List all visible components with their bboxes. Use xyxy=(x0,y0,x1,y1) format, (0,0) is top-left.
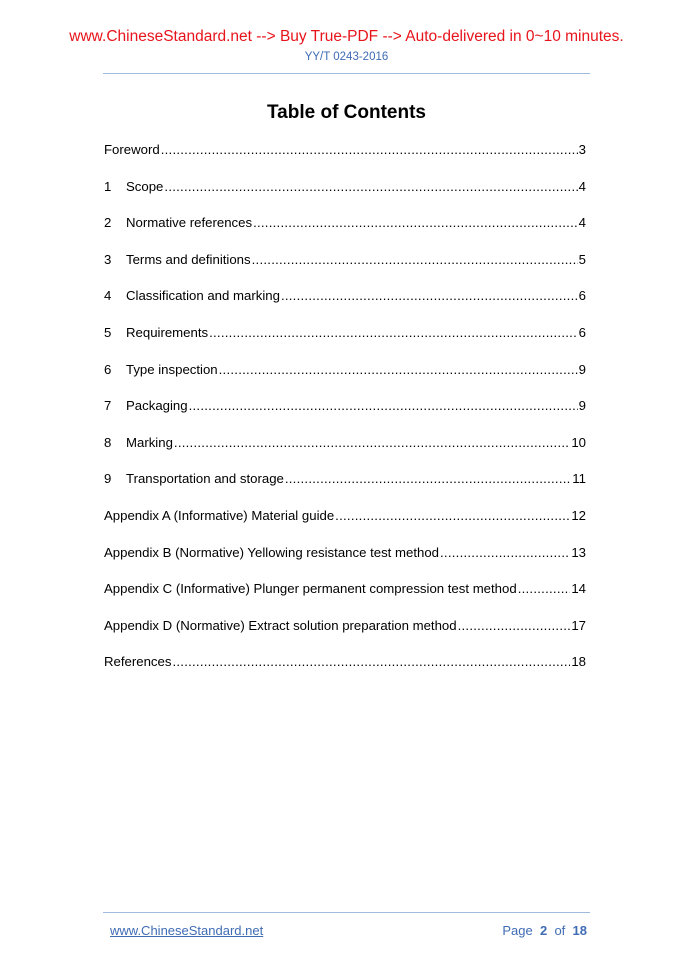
toc-entry-number: 7 xyxy=(104,398,112,414)
toc-entry[interactable] xyxy=(104,215,586,233)
toc-entry-page: 5 xyxy=(578,251,586,267)
toc-dot-leader xyxy=(281,288,578,303)
promo-banner[interactable]: www.ChineseStandard.net --> Buy True-PDF --> Auto-delivered in 0~10 minutes. xyxy=(69,28,624,45)
toc-entry-page: 11 xyxy=(572,471,586,487)
toc-entry-page: 4 xyxy=(578,215,586,231)
header-divider xyxy=(103,73,590,74)
toc-entry-number: 3 xyxy=(104,251,112,267)
page-indicator xyxy=(502,923,587,938)
toc-entry[interactable] xyxy=(104,362,586,380)
page-title: Table of Contents xyxy=(266,102,427,123)
toc-dot-leader xyxy=(440,545,570,560)
toc-entry[interactable] xyxy=(104,471,586,489)
toc-entry-number: 9 xyxy=(104,471,112,487)
toc-entry-page: 12 xyxy=(571,508,586,523)
toc-entry-page: 18 xyxy=(571,654,586,670)
toc-entry-number: 1 xyxy=(104,178,112,194)
toc-entry-number: 4 xyxy=(104,288,112,304)
toc-entry-label: Appendix C (Informative) Plunger permanent compression test method xyxy=(104,581,517,597)
toc-entry-number: 8 xyxy=(104,434,112,450)
toc-dot-leader xyxy=(174,435,570,450)
footer-divider xyxy=(103,912,590,913)
toc-entry[interactable] xyxy=(104,252,586,270)
footer-site-link[interactable]: www.ChineseStandard.net xyxy=(110,923,264,938)
total-page-number: 18 xyxy=(572,923,587,938)
toc-dot-leader xyxy=(335,508,570,523)
page-of-word: of xyxy=(554,923,566,938)
toc-dot-leader xyxy=(252,252,578,267)
toc-entry-number: 2 xyxy=(104,215,112,231)
toc-entry-label: Requirements xyxy=(126,325,209,340)
toc-entry[interactable] xyxy=(104,654,586,672)
toc-entry[interactable] xyxy=(104,288,586,306)
toc-entry[interactable] xyxy=(104,435,586,453)
toc-entry-page: 4 xyxy=(578,178,586,194)
toc-entry-page: 3 xyxy=(578,142,586,157)
toc-entry-label: References xyxy=(104,654,172,670)
toc-dot-leader xyxy=(219,362,578,377)
toc-entry[interactable] xyxy=(104,179,586,197)
toc-dot-leader xyxy=(518,581,571,596)
toc-entry[interactable] xyxy=(104,618,586,636)
toc-entry-page: 14 xyxy=(571,581,586,597)
toc-entry-label: Normative references xyxy=(126,215,253,231)
toc-entry-page: 17 xyxy=(571,617,586,633)
toc-dot-leader xyxy=(161,142,578,157)
document-number: YY/T 0243-2016 xyxy=(304,51,389,63)
toc-entry[interactable] xyxy=(104,398,586,416)
toc-entry-page: 10 xyxy=(571,434,586,450)
toc-entry-label: Transportation and storage xyxy=(126,471,284,487)
toc-entry-number: 5 xyxy=(104,325,112,340)
toc-dot-leader xyxy=(253,215,578,230)
toc-entry[interactable] xyxy=(104,581,586,599)
toc-entry-page: 6 xyxy=(578,288,586,304)
toc-entry-page: 6 xyxy=(578,325,586,340)
toc-entry[interactable] xyxy=(104,508,586,526)
toc-entry-label: Classification and marking xyxy=(126,288,280,304)
toc-entry-label: Marking xyxy=(126,434,173,450)
toc-entry[interactable] xyxy=(104,142,586,160)
toc-entry-label: Appendix D (Normative) Extract solution preparation method xyxy=(104,617,457,633)
toc-entry-label: Appendix B (Normative) Yellowing resistance test method xyxy=(104,544,439,560)
toc-entry-label: Packaging xyxy=(126,398,188,414)
toc-entry-label: Foreword xyxy=(104,142,160,157)
toc-entry-page: 9 xyxy=(578,398,586,414)
page-word: Page xyxy=(502,923,533,938)
toc-entry[interactable] xyxy=(104,545,586,563)
toc-entry-page: 13 xyxy=(571,544,586,560)
toc-entry-label: Scope xyxy=(126,178,164,194)
toc-entry-label: Type inspection xyxy=(126,361,218,377)
toc-entry-label: Terms and definitions xyxy=(126,251,251,267)
current-page-number: 2 xyxy=(539,923,548,938)
toc-dot-leader xyxy=(285,471,571,486)
toc-dot-leader xyxy=(209,325,578,340)
toc-dot-leader xyxy=(172,654,570,669)
toc-entry[interactable] xyxy=(104,325,586,343)
toc-entry-page: 9 xyxy=(578,361,586,377)
toc-dot-leader xyxy=(458,618,571,633)
toc-dot-leader xyxy=(164,179,577,194)
toc-entry-number: 6 xyxy=(104,361,112,377)
toc-entry-label: Appendix A (Informative) Material guide xyxy=(104,508,335,523)
toc-dot-leader xyxy=(189,398,578,413)
